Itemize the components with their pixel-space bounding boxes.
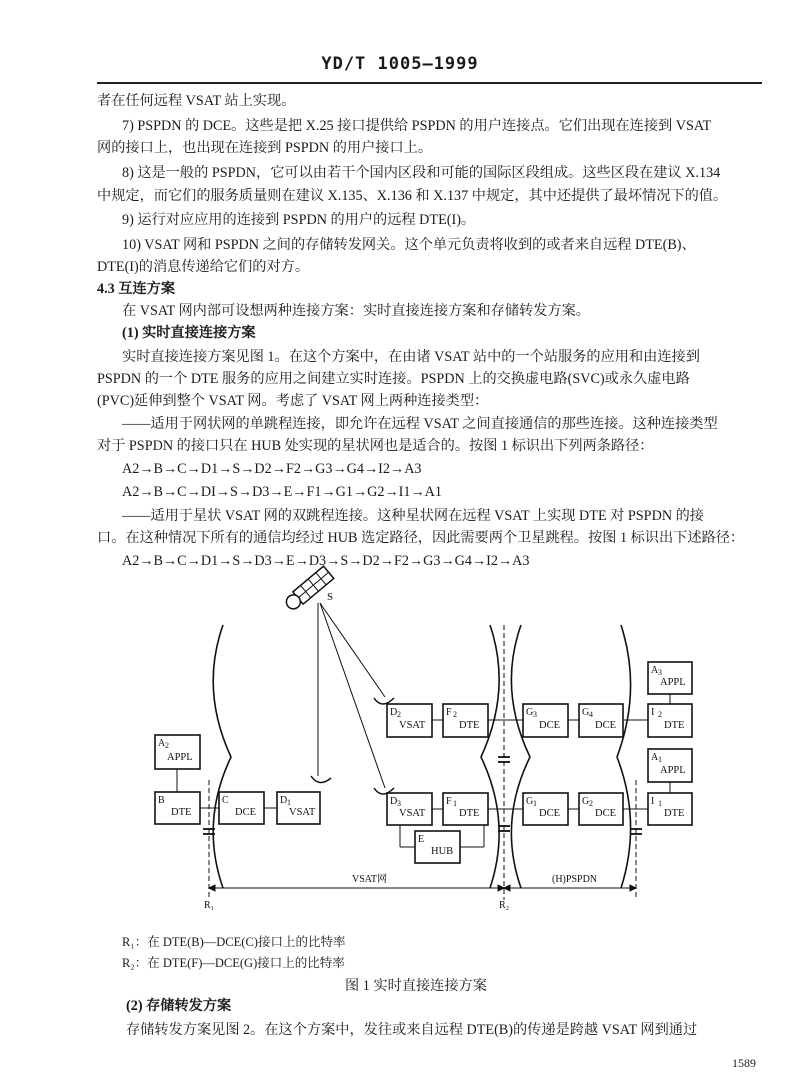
- region-label-pspdn: (H)PSPDN: [552, 874, 598, 885]
- dimension-line: [209, 885, 636, 891]
- box-name: APPL: [660, 765, 686, 776]
- box-subscript: 1: [658, 755, 662, 764]
- box-subscript: 2: [658, 710, 662, 719]
- body-line: 10) VSAT 网和 PSPDN 之间的存储转发网关。这个单元负责将收到的或者来自远程 DTE(B)、: [122, 237, 696, 253]
- body-line: (1) 实时直接连接方案: [122, 325, 256, 341]
- legend-r1: R₁：在 DTE(B)—DCE(C)接口上的比特率: [122, 935, 346, 949]
- body-line: 7) PSPDN 的 DCE。这些是把 X.25 接口提供给 PSPDN 的用户连接点。它们出现在连接到 VSAT: [122, 118, 712, 134]
- box-name: DTE: [664, 720, 685, 731]
- box-d1-vsat: [277, 792, 320, 824]
- body-line: ——适用于星状 VSAT 网的双跳程连接。这种星状网在远程 VSAT 上实现 DTE 对 PSPDN 的接: [122, 508, 704, 524]
- box-id: G: [526, 707, 534, 718]
- body-line: 对于 PSPDN 的接口只在 HUB 处实现的星状网也是适合的。按图 1 标识出下列两条路径：: [97, 438, 654, 454]
- boundary-right: [617, 625, 631, 888]
- box-c-dce: [219, 792, 264, 824]
- box-name: APPL: [167, 752, 193, 763]
- box-id: F: [446, 796, 452, 807]
- boundary-mid-left: [481, 625, 499, 888]
- body-line: (PVC)延伸到整个 VSAT 网。考虑了 VSAT 网上两种连接类型：: [97, 393, 489, 409]
- body-line: A2→B→C→D1→S→D3→E→D3→S→D2→F2→G3→G4→I2→A3: [122, 553, 530, 569]
- box-name: DCE: [539, 720, 560, 731]
- box-a3-appl: [648, 662, 692, 694]
- box-subscript: 2: [165, 741, 169, 750]
- body-line: DTE(I)的消息传递给它们的对方。: [97, 259, 310, 275]
- body-line: ——适用于网状网的单跳程连接，即允许在远程 VSAT 之间直接通信的那些连接。这种连接类型: [122, 416, 718, 432]
- box-id: B: [158, 795, 165, 806]
- box-name: VSAT: [399, 720, 426, 731]
- box-d3-vsat: [387, 793, 432, 825]
- box-id: A: [158, 738, 166, 749]
- box-subscript: 1: [287, 798, 291, 807]
- section-2-title: (2) 存储转发方案: [126, 998, 232, 1014]
- box-id: D: [280, 795, 288, 806]
- figure-caption: 图 1 实时直接连接方案: [345, 978, 487, 994]
- box-e-hub: [415, 831, 460, 863]
- box-g1-dce: [523, 793, 568, 825]
- box-subscript: 1: [533, 799, 537, 808]
- box-id: F: [446, 707, 452, 718]
- box-id: D: [390, 796, 398, 807]
- body-line: 口。在这种情况下所有的通信均经过 HUB 选定路径，因此需要两个卫星跳程。按图 1 标识出下述路径：: [97, 530, 745, 546]
- box-i2-dte: [648, 704, 692, 737]
- box-subscript: 3: [658, 668, 662, 677]
- region-label-vsat: VSAT网: [352, 874, 388, 885]
- box-id: G: [526, 796, 534, 807]
- box-name: APPL: [660, 677, 686, 688]
- box-g4-dce: [579, 704, 623, 737]
- box-d2-vsat: [387, 704, 432, 737]
- box-id: E: [418, 834, 425, 845]
- box-name: DTE: [664, 808, 685, 819]
- page-number: 1589: [732, 1056, 756, 1070]
- dish-antenna-icon: [311, 776, 331, 783]
- box-name: DTE: [459, 720, 480, 731]
- box-name: DCE: [595, 720, 616, 731]
- body-line: A2→B→C→D1→S→D2→F2→G3→G4→I2→A3: [122, 461, 422, 477]
- box-g3-dce: [523, 704, 568, 737]
- box-subscript: 3: [397, 799, 401, 808]
- r1-label: R₁: [204, 900, 215, 911]
- box-id: G: [582, 707, 590, 718]
- box-name: DCE: [595, 808, 616, 819]
- boundary-left: [213, 625, 231, 888]
- box-id: A: [651, 752, 659, 763]
- body-line: 9) 运行对应应用的连接到 PSPDN 的用户的远程 DTE(I)。: [122, 212, 476, 228]
- box-subscript: 2: [397, 710, 401, 719]
- box-name: DTE: [171, 807, 192, 818]
- box-id: A: [651, 665, 659, 676]
- body-line: PSPDN 的一个 DTE 服务的应用之间建立实时连接。PSPDN 上的交换虚电路(SVC)或永久虚电路: [97, 371, 690, 387]
- box-a2-appl: [155, 735, 200, 769]
- box-name: DCE: [235, 807, 256, 818]
- box-id: G: [582, 796, 590, 807]
- box-b-dte: [155, 792, 200, 824]
- box-g2-dce: [579, 793, 623, 825]
- box-subscript: 2: [453, 710, 457, 719]
- box-name: VSAT: [289, 807, 316, 818]
- box-i1-dte: [648, 793, 692, 825]
- dish-antenna-icon: [374, 698, 394, 704]
- box-name: VSAT: [399, 808, 426, 819]
- document-code-header: YD/T 1005—1999: [321, 54, 479, 74]
- legend-r2: R₂：在 DTE(F)—DCE(G)接口上的比特率: [122, 956, 345, 970]
- satellite-icon: [283, 566, 334, 612]
- body-line: 网的接口上，也出现在连接到 PSPDN 的用户接口上。: [97, 140, 433, 156]
- box-a1-appl: [648, 749, 692, 782]
- box-id: C: [222, 795, 229, 806]
- box-id: D: [390, 707, 398, 718]
- satellite-label: S: [327, 591, 334, 603]
- equipment-boxes: [155, 662, 692, 863]
- box-id: I: [651, 796, 655, 807]
- section-2-text: 存储转发方案见图 2。在这个方案中，发往或来自远程 DTE(B)的传递是跨越 VSAT 网到通过: [126, 1022, 698, 1038]
- box-subscript: 3: [533, 710, 537, 719]
- body-line: 者在任何远程 VSAT 站上实现。: [97, 93, 296, 109]
- box-subscript: 2: [589, 799, 593, 808]
- section-heading: 4.3 互连方案: [97, 281, 176, 297]
- body-line: A2→B→C→DI→S→D3→E→F1→G1→G2→I1→A1: [122, 484, 443, 500]
- box-f2-dte: [443, 704, 488, 737]
- body-line: 实时直接连接方案见图 1。在这个方案中，在由诸 VSAT 站中的一个站服务的应用和由连接到: [122, 349, 700, 365]
- box-name: DTE: [459, 808, 480, 819]
- box-subscript: 1: [453, 799, 457, 808]
- body-line: 中规定，而它们的服务质量则在建议 X.135、X.136 和 X.137 中规定，其中还提供了最坏情况下的值。: [97, 188, 728, 204]
- box-name: HUB: [431, 846, 454, 857]
- box-subscript: 1: [658, 799, 662, 808]
- box-id: I: [651, 707, 655, 718]
- body-line: 8) 这是一般的 PSPDN，它可以由若干个国内区段和可能的国际区段组成。这些区段在建议 X.134: [122, 165, 721, 181]
- box-name: DCE: [539, 808, 560, 819]
- body-line: 在 VSAT 网内部可设想两种连接方案：实时直接连接方案和存储转发方案。: [122, 303, 590, 319]
- box-f1-dte: [443, 793, 488, 825]
- r2-label: R₂: [499, 900, 510, 911]
- satellite-beams: [318, 603, 385, 788]
- box-subscript: 4: [589, 710, 593, 719]
- boundary-mid-right: [511, 625, 530, 888]
